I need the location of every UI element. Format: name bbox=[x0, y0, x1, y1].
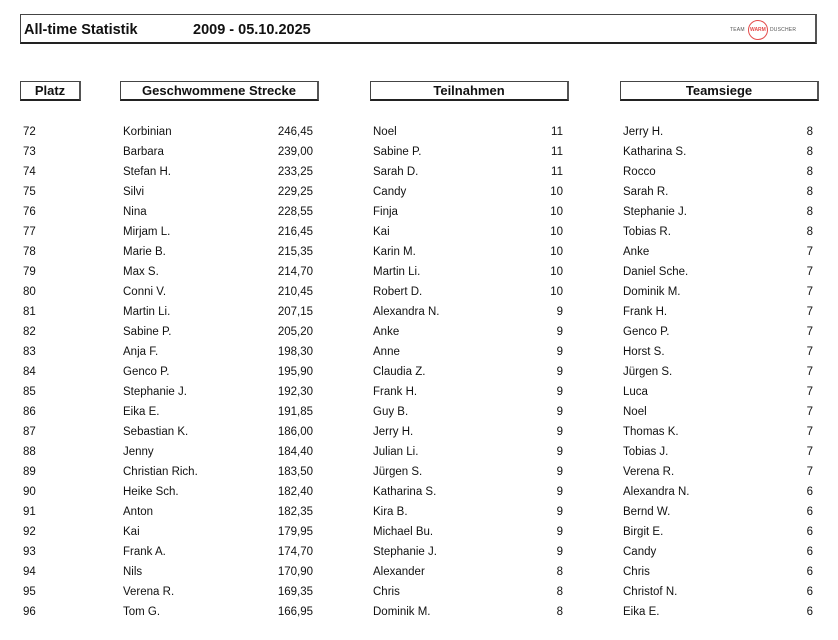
table-row bbox=[623, 345, 813, 365]
cell-name: Martin Li. bbox=[123, 306, 171, 318]
cell-value: 9 bbox=[556, 386, 563, 398]
table-row bbox=[623, 465, 813, 485]
table-row bbox=[373, 485, 563, 505]
cell-rank: 88 bbox=[23, 446, 36, 458]
cell-value: 10 bbox=[550, 246, 563, 258]
cell-name: Candy bbox=[373, 186, 407, 198]
table-row bbox=[373, 405, 563, 425]
cell-value: 198,30 bbox=[277, 346, 313, 358]
cell-value: 7 bbox=[806, 466, 813, 478]
cell-name: Nina bbox=[123, 206, 147, 218]
cell-name: Claudia Z. bbox=[373, 366, 426, 378]
cell-name: Noel bbox=[623, 406, 647, 418]
table-row bbox=[373, 545, 563, 565]
table-row bbox=[123, 365, 313, 385]
cell-name: Horst S. bbox=[623, 346, 665, 358]
cell-rank: 95 bbox=[23, 586, 36, 598]
cell-rank: 91 bbox=[23, 506, 36, 518]
cell-value: 214,70 bbox=[277, 266, 313, 278]
cell-rank: 75 bbox=[23, 186, 36, 198]
table-row bbox=[373, 525, 563, 545]
table-row bbox=[123, 305, 313, 325]
cell-name: Karin M. bbox=[373, 246, 416, 258]
cell-name: Max S. bbox=[123, 266, 159, 278]
table-row bbox=[123, 265, 313, 285]
table-row bbox=[623, 565, 813, 585]
cell-value: 191,85 bbox=[277, 406, 313, 418]
table-row bbox=[123, 525, 313, 545]
cell-value: 195,90 bbox=[277, 366, 313, 378]
cell-rank: 92 bbox=[23, 526, 36, 538]
table-row bbox=[373, 345, 563, 365]
table-row bbox=[623, 265, 813, 285]
cell-value: 9 bbox=[556, 366, 563, 378]
table-row bbox=[23, 485, 63, 505]
table-row bbox=[123, 325, 313, 345]
cell-name: Jürgen S. bbox=[373, 466, 423, 478]
cell-name: Michael Bu. bbox=[373, 526, 434, 538]
cell-name: Thomas K. bbox=[623, 426, 679, 438]
cell-rank: 89 bbox=[23, 466, 36, 478]
cell-value: 6 bbox=[806, 606, 813, 618]
cell-name: Tom G. bbox=[123, 606, 161, 618]
cell-value: 169,35 bbox=[277, 586, 313, 598]
table-row bbox=[623, 585, 813, 605]
cell-name: Sarah D. bbox=[373, 166, 419, 178]
cell-rank: 86 bbox=[23, 406, 36, 418]
cell-value: 216,45 bbox=[277, 226, 313, 238]
cell-value: 9 bbox=[556, 546, 563, 558]
cell-value: 9 bbox=[556, 486, 563, 498]
cell-rank: 74 bbox=[23, 166, 36, 178]
table-row bbox=[373, 565, 563, 585]
cell-value: 6 bbox=[806, 586, 813, 598]
cell-value: 215,35 bbox=[277, 246, 313, 258]
cell-rank: 84 bbox=[23, 366, 36, 378]
cell-name: Anke bbox=[623, 246, 650, 258]
table-row bbox=[23, 545, 63, 565]
cell-name: Kai bbox=[123, 526, 140, 538]
cell-value: 183,50 bbox=[277, 466, 313, 478]
table-row bbox=[373, 425, 563, 445]
page-title: All-time Statistik bbox=[24, 22, 138, 38]
cell-value: 8 bbox=[556, 606, 563, 618]
cell-value: 10 bbox=[550, 206, 563, 218]
cell-value: 8 bbox=[806, 166, 813, 178]
cell-name: Robert D. bbox=[373, 286, 423, 298]
table-row bbox=[23, 225, 63, 245]
cell-name: Frank H. bbox=[623, 306, 668, 318]
cell-rank: 76 bbox=[23, 206, 36, 218]
cell-value: 8 bbox=[806, 126, 813, 138]
cell-name: Chris bbox=[373, 586, 400, 598]
cell-value: 10 bbox=[550, 226, 563, 238]
cell-value: 207,15 bbox=[277, 306, 313, 318]
cell-rank: 87 bbox=[23, 426, 36, 438]
cell-name: Jerry H. bbox=[623, 126, 664, 138]
table-row bbox=[373, 305, 563, 325]
table-row bbox=[23, 285, 63, 305]
cell-value: 192,30 bbox=[277, 386, 313, 398]
cell-name: Stephanie J. bbox=[623, 206, 687, 218]
cell-name: Dominik M. bbox=[623, 286, 681, 298]
table-row bbox=[373, 285, 563, 305]
cell-value: 6 bbox=[806, 506, 813, 518]
cell-name: Conni V. bbox=[123, 286, 167, 298]
table-row bbox=[623, 125, 813, 145]
table-row bbox=[623, 245, 813, 265]
table-row bbox=[373, 125, 563, 145]
cell-rank: 81 bbox=[23, 306, 36, 318]
cell-name: Katharina S. bbox=[623, 146, 687, 158]
table-row bbox=[123, 125, 313, 145]
cell-name: Verena R. bbox=[623, 466, 675, 478]
table-row bbox=[123, 245, 313, 265]
table-row bbox=[23, 245, 63, 265]
cell-value: 184,40 bbox=[277, 446, 313, 458]
cell-name: Sabine P. bbox=[373, 146, 422, 158]
cell-name: Rocco bbox=[623, 166, 656, 178]
cell-name: Birgit E. bbox=[623, 526, 664, 538]
table-row bbox=[373, 605, 563, 625]
cell-value: 246,45 bbox=[277, 126, 313, 138]
table-row bbox=[623, 385, 813, 405]
cell-value: 11 bbox=[551, 146, 563, 158]
table-row bbox=[23, 605, 63, 625]
cell-name: Anja F. bbox=[123, 346, 159, 358]
cell-value: 170,90 bbox=[277, 566, 313, 578]
cell-value: 8 bbox=[806, 226, 813, 238]
cell-value: 182,40 bbox=[277, 486, 313, 498]
title-box bbox=[20, 14, 817, 44]
cell-value: 8 bbox=[556, 566, 563, 578]
cell-name: Sarah R. bbox=[623, 186, 669, 198]
table-row bbox=[623, 425, 813, 445]
cell-name: Sebastian K. bbox=[123, 426, 189, 438]
cell-name: Finja bbox=[373, 206, 398, 218]
table-row bbox=[23, 265, 63, 285]
table-row bbox=[123, 565, 313, 585]
cell-value: 8 bbox=[556, 586, 563, 598]
cell-value: 9 bbox=[556, 326, 563, 338]
cell-rank: 85 bbox=[23, 386, 36, 398]
table-row bbox=[623, 505, 813, 525]
table-row bbox=[123, 185, 313, 205]
table-row bbox=[123, 465, 313, 485]
cell-value: 11 bbox=[551, 126, 563, 138]
cell-rank: 94 bbox=[23, 566, 36, 578]
cell-value: 9 bbox=[556, 346, 563, 358]
table-row bbox=[623, 205, 813, 225]
table-row bbox=[23, 185, 63, 205]
table-row bbox=[623, 445, 813, 465]
cell-rank: 80 bbox=[23, 286, 36, 298]
cell-value: 186,00 bbox=[277, 426, 313, 438]
table-row bbox=[123, 445, 313, 465]
cell-name: Frank H. bbox=[373, 386, 418, 398]
cell-name: Mirjam L. bbox=[123, 226, 171, 238]
cell-name: Christian Rich. bbox=[123, 466, 198, 478]
column-strecke bbox=[123, 125, 313, 625]
table-row bbox=[23, 445, 63, 465]
table-row bbox=[23, 525, 63, 545]
cell-value: 7 bbox=[806, 366, 813, 378]
cell-value: 166,95 bbox=[277, 606, 313, 618]
logo-text-right: DUSCHER bbox=[770, 27, 797, 33]
header-teilnahmen: Teilnahmen bbox=[370, 81, 569, 101]
cell-name: Stephanie J. bbox=[373, 546, 437, 558]
cell-value: 7 bbox=[806, 386, 813, 398]
cell-name: Jenny bbox=[123, 446, 154, 458]
table-row bbox=[23, 305, 63, 325]
cell-name: Alexandra N. bbox=[623, 486, 690, 498]
cell-value: 179,95 bbox=[277, 526, 313, 538]
table-row bbox=[623, 545, 813, 565]
cell-name: Tobias R. bbox=[623, 226, 671, 238]
cell-value: 7 bbox=[806, 266, 813, 278]
header-teamsiege: Teamsiege bbox=[620, 81, 819, 101]
table-row bbox=[23, 465, 63, 485]
cell-value: 8 bbox=[806, 186, 813, 198]
cell-rank: 83 bbox=[23, 346, 36, 358]
cell-name: Martin Li. bbox=[373, 266, 421, 278]
cell-name: Alexander bbox=[373, 566, 425, 578]
table-row bbox=[123, 545, 313, 565]
table-row bbox=[23, 425, 63, 445]
table-row bbox=[373, 465, 563, 485]
cell-name: Luca bbox=[623, 386, 648, 398]
cell-value: 7 bbox=[806, 326, 813, 338]
table-row bbox=[373, 385, 563, 405]
cell-value: 10 bbox=[550, 186, 563, 198]
cell-name: Stephanie J. bbox=[123, 386, 187, 398]
cell-value: 9 bbox=[556, 446, 563, 458]
table-row bbox=[373, 165, 563, 185]
table-row bbox=[623, 525, 813, 545]
table-row bbox=[123, 425, 313, 445]
cell-name: Alexandra N. bbox=[373, 306, 440, 318]
table-row bbox=[373, 585, 563, 605]
logo-text-center: WARM bbox=[750, 27, 766, 33]
cell-name: Korbinian bbox=[123, 126, 172, 138]
cell-name: Nils bbox=[123, 566, 143, 578]
cell-value: 7 bbox=[806, 426, 813, 438]
table-row bbox=[623, 225, 813, 245]
table-row bbox=[373, 505, 563, 525]
table-row bbox=[623, 185, 813, 205]
table-row bbox=[123, 605, 313, 625]
column-teilnahmen bbox=[373, 125, 563, 625]
table-row bbox=[23, 505, 63, 525]
table-row bbox=[623, 405, 813, 425]
header-strecke: Geschwommene Strecke bbox=[120, 81, 319, 101]
table-row bbox=[623, 165, 813, 185]
cell-value: 210,45 bbox=[277, 286, 313, 298]
table-row bbox=[23, 145, 63, 165]
cell-name: Frank A. bbox=[123, 546, 166, 558]
header-platz: Platz bbox=[20, 81, 81, 101]
cell-value: 228,55 bbox=[277, 206, 313, 218]
table-row bbox=[373, 445, 563, 465]
cell-value: 9 bbox=[556, 306, 563, 318]
cell-value: 10 bbox=[550, 266, 563, 278]
cell-name: Eika E. bbox=[623, 606, 660, 618]
cell-value: 8 bbox=[806, 146, 813, 158]
cell-name: Verena R. bbox=[123, 586, 175, 598]
table-row bbox=[23, 345, 63, 365]
cell-name: Dominik M. bbox=[373, 606, 431, 618]
table-row bbox=[623, 485, 813, 505]
table-row bbox=[123, 345, 313, 365]
cell-value: 6 bbox=[806, 486, 813, 498]
table-row bbox=[373, 185, 563, 205]
cell-rank: 77 bbox=[23, 226, 36, 238]
cell-name: Julian Li. bbox=[373, 446, 419, 458]
table-row bbox=[123, 165, 313, 185]
logo-text-left: TEAM bbox=[730, 27, 745, 33]
cell-value: 7 bbox=[806, 406, 813, 418]
cell-name: Heike Sch. bbox=[123, 486, 179, 498]
cell-value: 11 bbox=[551, 166, 563, 178]
date-range: 2009 - 05.10.2025 bbox=[193, 22, 311, 38]
table-row bbox=[23, 585, 63, 605]
cell-rank: 73 bbox=[23, 146, 36, 158]
cell-name: Noel bbox=[373, 126, 397, 138]
cell-name: Anne bbox=[373, 346, 400, 358]
cell-name: Jerry H. bbox=[373, 426, 414, 438]
cell-name: Chris bbox=[623, 566, 650, 578]
cell-value: 233,25 bbox=[277, 166, 313, 178]
cell-value: 7 bbox=[806, 286, 813, 298]
cell-value: 9 bbox=[556, 406, 563, 418]
table-row bbox=[623, 365, 813, 385]
cell-value: 239,00 bbox=[277, 146, 313, 158]
table-row bbox=[623, 325, 813, 345]
cell-name: Genco P. bbox=[123, 366, 170, 378]
table-row bbox=[23, 325, 63, 345]
table-row bbox=[373, 225, 563, 245]
table-row bbox=[373, 325, 563, 345]
cell-name: Eika E. bbox=[123, 406, 160, 418]
table-row bbox=[23, 125, 63, 145]
cell-name: Anton bbox=[123, 506, 154, 518]
table-row bbox=[23, 205, 63, 225]
table-row bbox=[373, 205, 563, 225]
cell-name: Jürgen S. bbox=[623, 366, 673, 378]
table-row bbox=[373, 365, 563, 385]
table-row bbox=[623, 305, 813, 325]
cell-name: Barbara bbox=[123, 146, 164, 158]
cell-value: 7 bbox=[806, 446, 813, 458]
column-platz bbox=[23, 125, 63, 625]
table-row bbox=[123, 385, 313, 405]
cell-value: 9 bbox=[556, 466, 563, 478]
table-row bbox=[23, 565, 63, 585]
cell-name: Guy B. bbox=[373, 406, 409, 418]
cell-value: 10 bbox=[550, 286, 563, 298]
cell-name: Stefan H. bbox=[123, 166, 171, 178]
cell-value: 9 bbox=[556, 426, 563, 438]
table-row bbox=[23, 165, 63, 185]
cell-name: Katharina S. bbox=[373, 486, 437, 498]
table-row bbox=[123, 505, 313, 525]
table-row bbox=[123, 205, 313, 225]
table-row bbox=[123, 405, 313, 425]
cell-value: 9 bbox=[556, 526, 563, 538]
cell-rank: 90 bbox=[23, 486, 36, 498]
cell-rank: 79 bbox=[23, 266, 36, 278]
cell-value: 9 bbox=[556, 506, 563, 518]
table-row bbox=[123, 485, 313, 505]
cell-rank: 72 bbox=[23, 126, 36, 138]
cell-name: Anke bbox=[373, 326, 400, 338]
table-row bbox=[623, 285, 813, 305]
table-row bbox=[373, 245, 563, 265]
cell-value: 182,35 bbox=[277, 506, 313, 518]
table-row bbox=[123, 285, 313, 305]
cell-rank: 78 bbox=[23, 246, 36, 258]
cell-name: Daniel Sche. bbox=[623, 266, 689, 278]
cell-name: Kai bbox=[373, 226, 390, 238]
cell-value: 7 bbox=[806, 346, 813, 358]
table-row bbox=[23, 405, 63, 425]
table-row bbox=[123, 145, 313, 165]
cell-value: 6 bbox=[806, 526, 813, 538]
cell-value: 6 bbox=[806, 546, 813, 558]
table-row bbox=[623, 605, 813, 625]
cell-name: Christof N. bbox=[623, 586, 678, 598]
cell-value: 205,20 bbox=[277, 326, 313, 338]
cell-name: Kira B. bbox=[373, 506, 408, 518]
table-row bbox=[123, 225, 313, 245]
cell-name: Bernd W. bbox=[623, 506, 671, 518]
cell-rank: 96 bbox=[23, 606, 36, 618]
table-row bbox=[23, 385, 63, 405]
cell-value: 174,70 bbox=[277, 546, 313, 558]
table-row bbox=[373, 265, 563, 285]
cell-value: 6 bbox=[806, 566, 813, 578]
cell-name: Candy bbox=[623, 546, 657, 558]
cell-rank: 82 bbox=[23, 326, 36, 338]
table-row bbox=[123, 585, 313, 605]
cell-value: 229,25 bbox=[277, 186, 313, 198]
cell-value: 7 bbox=[806, 306, 813, 318]
cell-name: Silvi bbox=[123, 186, 145, 198]
cell-name: Marie B. bbox=[123, 246, 166, 258]
cell-value: 8 bbox=[806, 206, 813, 218]
table-row bbox=[373, 145, 563, 165]
team-logo bbox=[718, 19, 808, 41]
cell-rank: 93 bbox=[23, 546, 36, 558]
cell-name: Tobias J. bbox=[623, 446, 669, 458]
cell-name: Genco P. bbox=[623, 326, 670, 338]
table-row bbox=[23, 365, 63, 385]
column-teamsiege bbox=[623, 125, 813, 625]
cell-name: Sabine P. bbox=[123, 326, 172, 338]
cell-value: 7 bbox=[806, 246, 813, 258]
table-row bbox=[623, 145, 813, 165]
